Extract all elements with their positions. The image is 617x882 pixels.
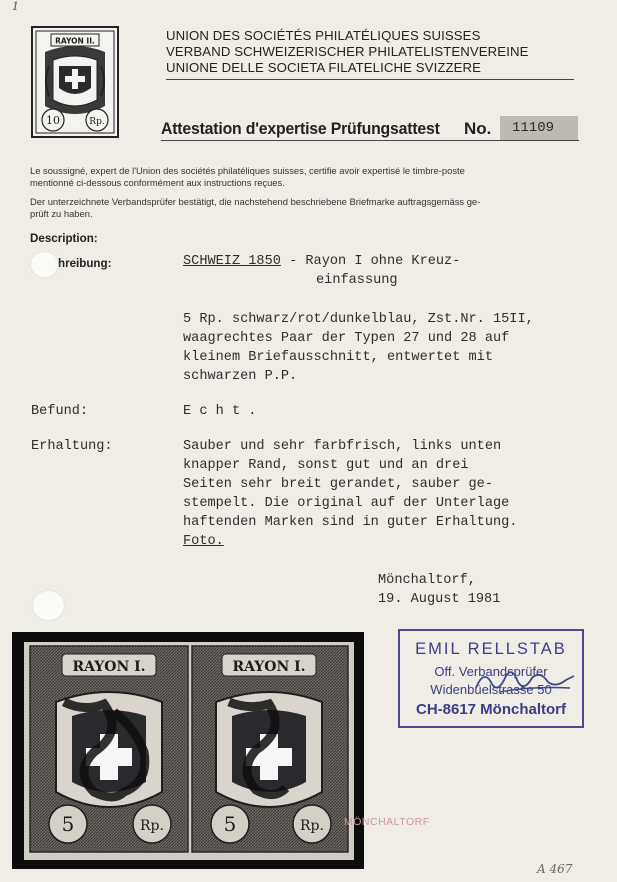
- erhaltung-line-5: haftenden Marken sind in guter Erhaltung.: [183, 515, 518, 530]
- stamp-right-value-right: Rp.: [300, 818, 324, 834]
- seal-top-text: RAYON II.: [55, 36, 95, 46]
- befund-value: E c h t .: [183, 404, 257, 419]
- punch-hole-top: [31, 252, 58, 277]
- examiner-city: CH-8617 Mönchaltorf: [415, 701, 567, 718]
- attestation-title: Attestation d'expertise Prüfungsattest: [161, 119, 440, 138]
- stamp-left-value-left: 5: [61, 812, 75, 836]
- description-title-rest: - Rayon I ohne Kreuz-: [280, 254, 461, 269]
- seal-right-value: Rp.: [89, 117, 105, 127]
- stamp-right: [192, 646, 348, 852]
- stamp-left: [30, 646, 188, 852]
- org-name-it: UNIONE DELLE SOCIETA FILATELICHE SVIZZERE: [166, 60, 482, 75]
- erhaltung-line-4: stempelt. Die original auf der Unterlage: [183, 496, 510, 511]
- erhaltung-line-2: knapper Rand, sonst gut und an drei: [183, 458, 469, 473]
- stamp-photo: [12, 632, 364, 869]
- cancel-postmark-text: MÖNCHALTORF: [344, 816, 430, 828]
- corner-pencil-mark: 1: [12, 0, 19, 13]
- description-line-1: 5 Rp. schwarz/rot/dunkelblau, Zst.Nr. 15II,: [183, 312, 534, 327]
- description-line-3: kleinem Briefausschnitt, entwertet mit: [183, 350, 493, 365]
- intro-de-line-2: prüft zu haben.: [30, 208, 93, 219]
- stamp-right-value-left: 5: [223, 812, 237, 836]
- intro-fr-line-2: mentionné ci-dessous conformément aux instructions reçues.: [30, 177, 285, 188]
- attestation-no-label: No.: [464, 119, 492, 138]
- org-name-fr: UNION DES SOCIÉTÉS PHILATÉLIQUES SUISSES: [166, 28, 481, 43]
- rayon-seal-logo: [31, 26, 119, 138]
- examiner-street: Widenbüelstrasse 50: [430, 682, 552, 697]
- stamp-right-banner: RAYON I.: [232, 659, 306, 675]
- intro-de-line-1: Der unterzeichnete Verbandsprüfer bestätigt, die nachstehend beschriebene Briefmarke auftragsgemäss ge-: [30, 196, 481, 207]
- header-divider: [166, 79, 574, 80]
- befund-label: Befund:: [31, 404, 89, 419]
- description-title-line-2: einfassung: [316, 273, 398, 288]
- erhaltung-label: Erhaltung:: [31, 439, 113, 454]
- intro-fr-line-1: Le soussigné, expert de l'Union des sociétés philatéliques suisses, certifie avoir expertisé le timbre-poste: [30, 165, 465, 176]
- erhaltung-line-1: Sauber und sehr farbfrisch, links unten: [183, 439, 502, 454]
- attestation-number: 11109: [512, 120, 555, 136]
- erhaltung-line-3: Seiten sehr breit gerandet, sauber ge-: [183, 477, 493, 492]
- description-line-2: waagrechtes Paar der Typen 27 und 28 auf: [183, 331, 510, 346]
- foto-reference: Foto.: [183, 534, 224, 549]
- stamp-left-banner: RAYON I.: [72, 659, 146, 675]
- description-title-underlined: SCHWEIZ 1850: [183, 254, 281, 269]
- examiner-name: EMIL RELLSTAB: [415, 640, 567, 658]
- bottom-pencil-note: A 467: [537, 862, 573, 876]
- examiner-signature: [470, 658, 580, 698]
- place: Mönchaltorf,: [378, 573, 476, 588]
- description-line-4: schwarzen P.P.: [183, 369, 298, 384]
- date: 19. August 1981: [378, 592, 501, 607]
- org-name-de: VERBAND SCHWEIZERISCHER PHILATELISTENVEREINE: [166, 44, 529, 59]
- seal-left-value: 10: [46, 114, 60, 127]
- description-label-de: hreibung:: [58, 257, 112, 270]
- description-label-fr: Description:: [30, 232, 98, 245]
- description-title-line: [183, 254, 460, 269]
- stamp-left-value-right: Rp.: [140, 818, 164, 834]
- title-divider: [161, 140, 579, 141]
- punch-hole-bottom: [33, 591, 64, 620]
- stamp-photo-background: [24, 642, 354, 860]
- examiner-title: Off. Verbandsprüfer: [434, 664, 548, 679]
